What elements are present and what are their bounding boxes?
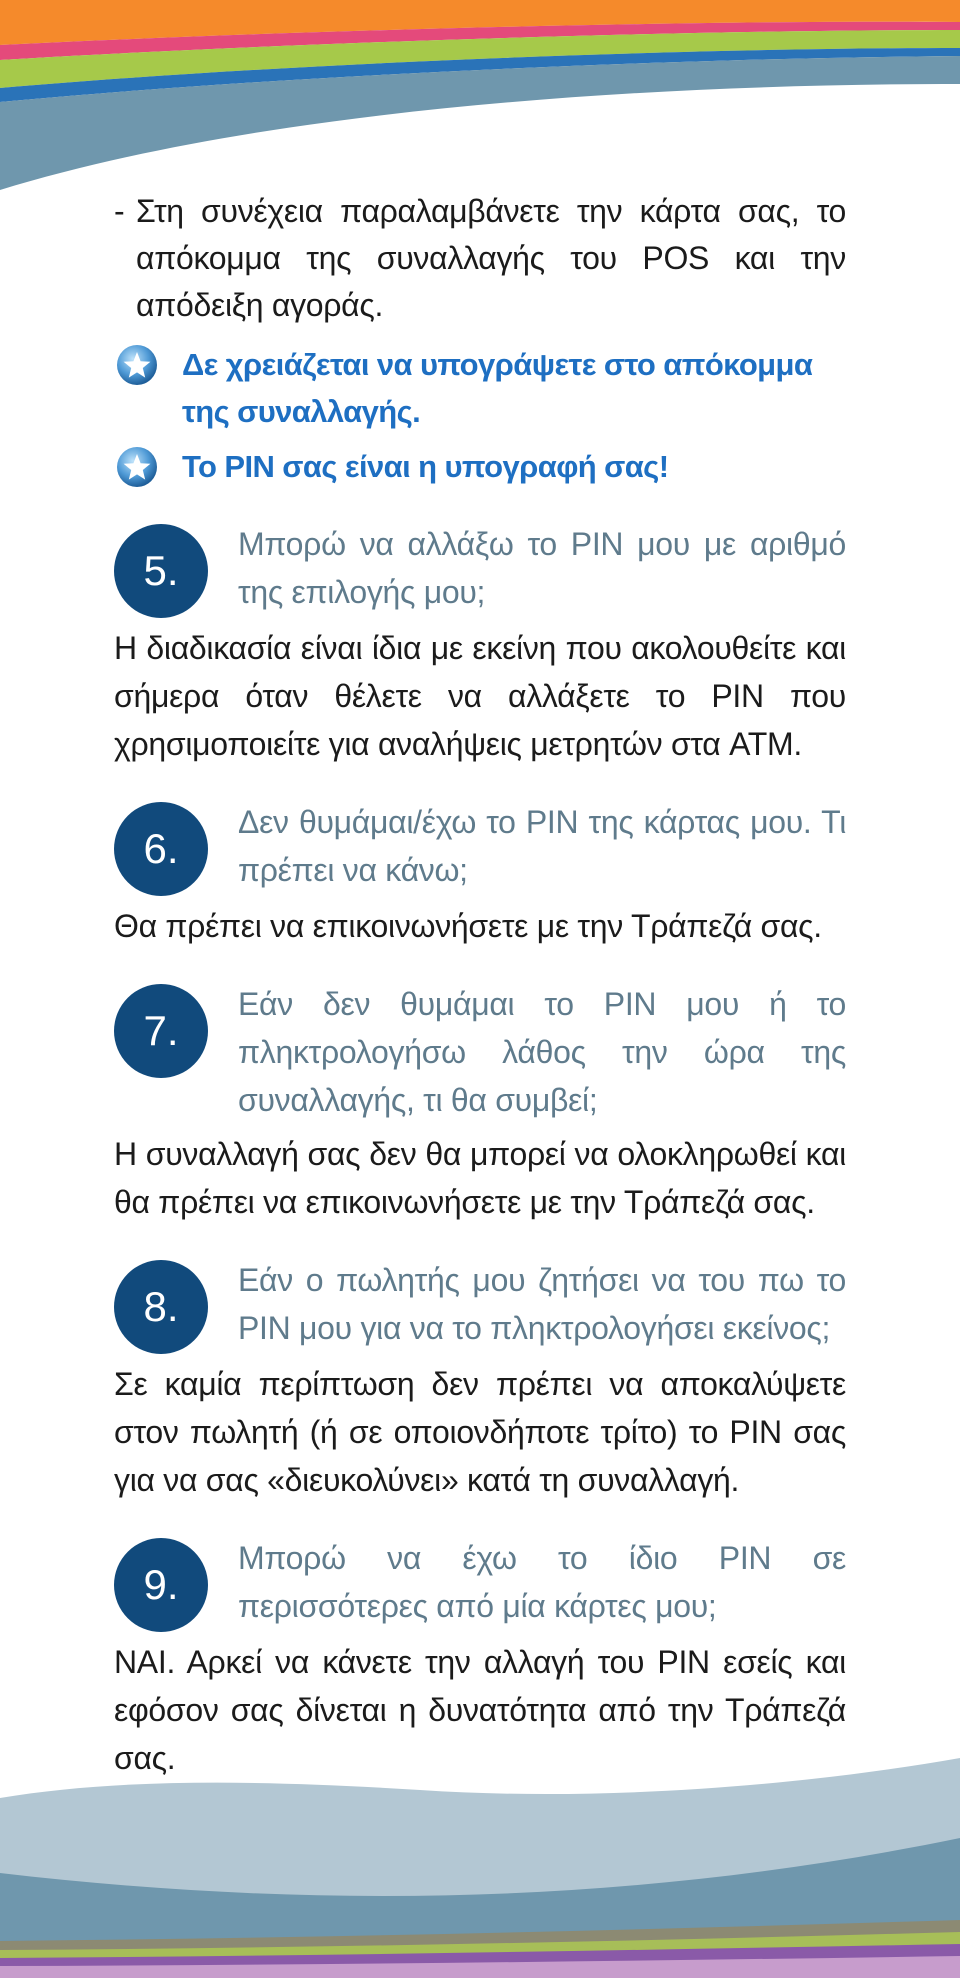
number-badge: 7. bbox=[114, 984, 208, 1078]
faq-answer: Η συναλλαγή σας δεν θα μπορεί να ολοκληρωθεί και θα πρέπει να επικοινωνήσετε με την Τράπεζά σας. bbox=[114, 1136, 846, 1220]
number-badge: 5. bbox=[114, 524, 208, 618]
faq-answer: Θα πρέπει να επικοινωνήσετε με την Τράπεζά σας. bbox=[114, 908, 822, 944]
star-icon bbox=[114, 444, 160, 490]
number-badge: 8. bbox=[114, 1260, 208, 1354]
faq-question: Εάν ο πωλητής μου ζητήσει να του πω το PIN μου για να το πληκτρολογήσει εκείνος; bbox=[238, 1262, 846, 1346]
faq-question: Δεν θυμάμαι/έχω το PIN της κάρτας μου. Τι πρέπει να κάνω; bbox=[238, 804, 846, 888]
faq-answer: ΝΑΙ. Αρκεί να κάνετε την αλλαγή του PIN εσείς και εφόσον σας δίνεται η δυνατότητα από την Τράπεζά σας. bbox=[114, 1644, 846, 1776]
faq-item-7 bbox=[114, 980, 846, 1226]
number-badge: 9. bbox=[114, 1538, 208, 1632]
faq-answer: Η διαδικασία είναι ίδια με εκείνη που ακολουθείτε και σήμερα όταν θέλετε να αλλάξετε το PIN που χρησιμοποιείτε για αναλήψεις μετρητών στα ATM. bbox=[114, 630, 846, 762]
top-decorative-stripes bbox=[0, 0, 960, 200]
note-text: Το PIN σας είναι η υπογραφή σας! bbox=[182, 449, 669, 484]
faq-item-6 bbox=[114, 798, 846, 950]
note-text: Δε χρειάζεται να υπογράψετε στο απόκομμα της συναλλαγής. bbox=[182, 347, 813, 429]
faq-item-8 bbox=[114, 1256, 846, 1504]
faq-answer: Σε καμία περίπτωση δεν πρέπει να αποκαλύψετε στον πωλητή (ή σε οποιονδήποτε τρίτο) το PIN σας για να σας «διευκολύνει» κατά τη συναλλαγή. bbox=[114, 1366, 846, 1498]
intro-dash: - bbox=[114, 193, 125, 229]
number-badge: 6. bbox=[114, 802, 208, 896]
faq-question: Μπορώ να αλλάξω το PIN μου με αριθμό της επιλογής μου; bbox=[238, 526, 846, 610]
faq-item-9 bbox=[114, 1534, 846, 1782]
star-icon bbox=[114, 342, 160, 388]
faq-question: Εάν δεν θυμάμαι το PIN μου ή το πληκτρολογήσω λάθος την ώρα της συναλλαγής, τι θα συμβεί; bbox=[238, 986, 846, 1118]
bottom-decorative-stripes bbox=[0, 1758, 960, 1978]
note-item bbox=[114, 443, 846, 490]
intro-paragraph bbox=[114, 188, 846, 329]
faq-question: Μπορώ να έχω το ίδιο PIN σε περισσότερες από μία κάρτες μου; bbox=[238, 1540, 846, 1624]
note-item bbox=[114, 341, 846, 435]
intro-text: Στη συνέχεια παραλαμβάνετε την κάρτα σας, το απόκομμα της συναλλαγής του POS και την απόδειξη αγοράς. bbox=[136, 193, 846, 323]
page-content bbox=[114, 188, 846, 1782]
faq-item-5 bbox=[114, 520, 846, 768]
